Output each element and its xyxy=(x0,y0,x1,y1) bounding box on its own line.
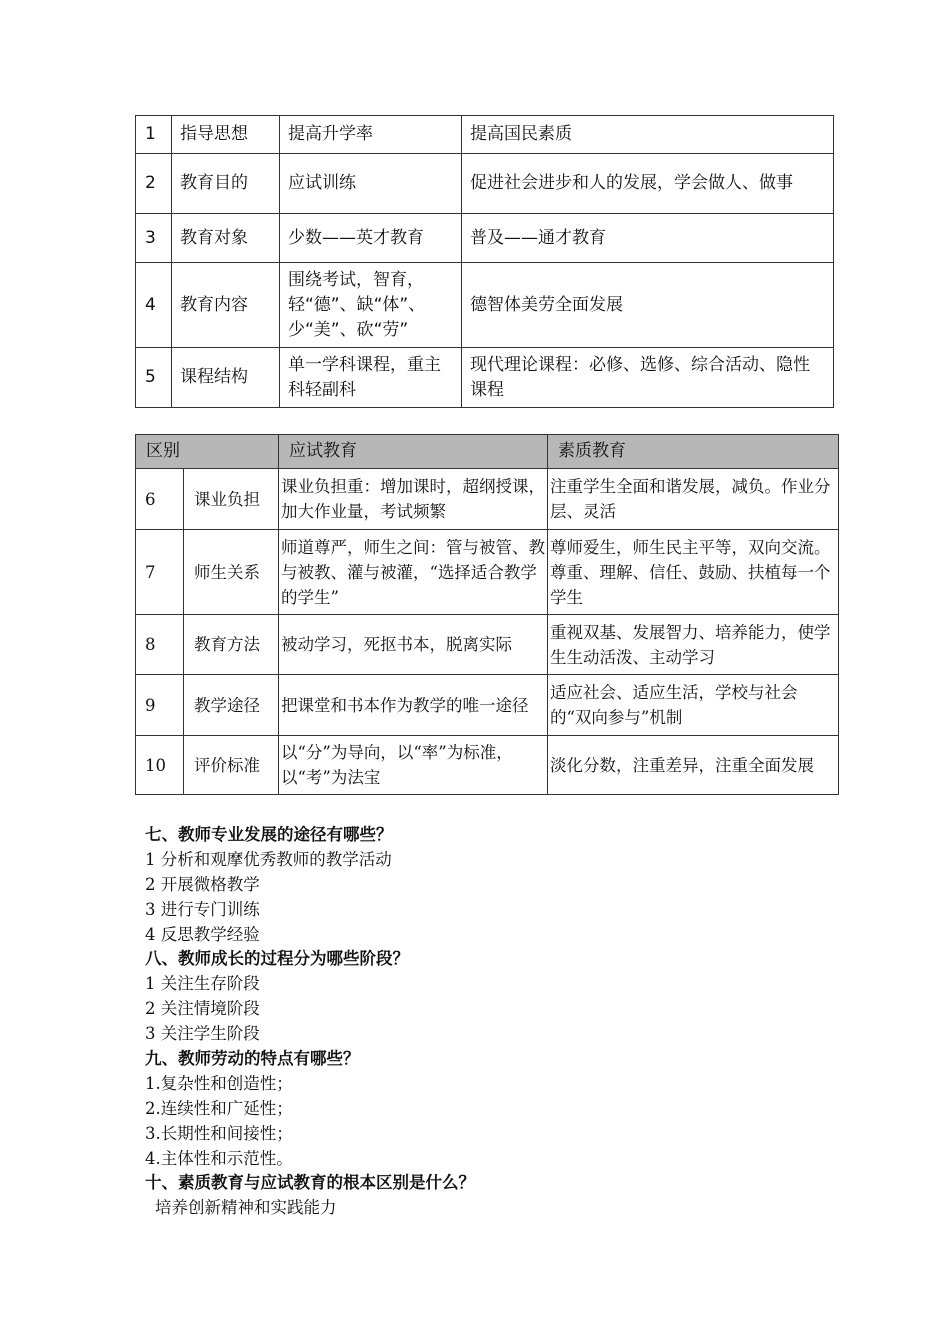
row-item: 教育目的 xyxy=(172,154,280,214)
quality-cell: 淡化分数，注重差异，注重全面发展 xyxy=(548,736,839,795)
row-item: 评价标准 xyxy=(184,736,279,795)
row-item: 指导思想 xyxy=(172,116,280,154)
question-8-heading: 八、教师成长的过程分为哪些阶段？ xyxy=(145,949,409,968)
quality-cell: 提高国民素质 xyxy=(462,116,834,154)
quality-cell: 德智体美劳全面发展 xyxy=(462,263,834,348)
row-number: 2 xyxy=(136,154,172,214)
exam-cell: 以“分”为导向，以“率”为标准，以“考”为法宝 xyxy=(279,736,548,795)
row-item: 教学途径 xyxy=(184,675,279,736)
exam-cell: 围绕考试，智育，轻“德”、缺“体”、少“美”、砍“劳” xyxy=(280,263,462,348)
row-number: 6 xyxy=(136,469,184,530)
exam-cell: 课业负担重：增加课时，超纲授课，加大作业量，考试频繁 xyxy=(279,469,548,530)
header-diff: 区别 xyxy=(136,435,279,469)
row-item: 教育方法 xyxy=(184,615,279,675)
question-7-heading: 七、教师专业发展的途径有哪些？ xyxy=(145,825,393,844)
answer-line: 培养创新精神和实践能力 xyxy=(155,1198,337,1217)
quality-cell: 注重学生全面和谐发展，减负。作业分层、灵活 xyxy=(548,469,839,530)
table-row xyxy=(136,469,839,530)
row-item: 课程结构 xyxy=(172,348,280,408)
answer-line: 1.复杂性和创造性； xyxy=(145,1074,293,1093)
answer-line: 3 关注学生阶段 xyxy=(145,1024,260,1043)
table-header-row xyxy=(136,435,839,469)
quality-cell: 重视双基、发展智力、培养能力，使学生生动活泼、主动学习 xyxy=(548,615,839,675)
row-number: 1 xyxy=(136,116,172,154)
exam-cell: 把课堂和书本作为教学的唯一途径 xyxy=(279,675,548,736)
quality-cell: 普及——通才教育 xyxy=(462,214,834,263)
row-number: 10 xyxy=(136,736,184,795)
exam-cell: 师道尊严，师生之间：管与被管、教与被教、灌与被灌，“选择适合教学的学生” xyxy=(279,530,548,615)
row-item: 教育对象 xyxy=(172,214,280,263)
header-exam: 应试教育 xyxy=(279,435,548,469)
row-number: 9 xyxy=(136,675,184,736)
answer-line: 4 反思教学经验 xyxy=(145,925,260,944)
answer-line: 2 关注情境阶段 xyxy=(145,999,260,1018)
row-number: 4 xyxy=(136,263,172,348)
table-row xyxy=(136,675,839,736)
row-item: 教育内容 xyxy=(172,263,280,348)
answer-line: 1 关注生存阶段 xyxy=(145,974,260,993)
row-number: 3 xyxy=(136,214,172,263)
comparison-table-1 xyxy=(135,115,834,408)
exam-cell: 被动学习，死抠书本，脱离实际 xyxy=(279,615,548,675)
table-row xyxy=(136,615,839,675)
question-10-heading: 十、素质教育与应试教育的根本区别是什么？ xyxy=(145,1173,475,1192)
quality-cell: 适应社会、适应生活，学校与社会的“双向参与”机制 xyxy=(548,675,839,736)
row-number: 8 xyxy=(136,615,184,675)
quality-cell: 现代理论课程：必修、选修、综合活动、隐性课程 xyxy=(462,348,834,408)
answer-line: 3.长期性和间接性； xyxy=(145,1124,293,1143)
table-row xyxy=(136,348,834,408)
answer-line: 1 分析和观摩优秀教师的教学活动 xyxy=(145,850,392,869)
quality-cell: 尊师爱生，师生民主平等，双向交流。尊重、理解、信任、鼓励、扶植每一个学生 xyxy=(548,530,839,615)
table-row xyxy=(136,263,834,348)
table-row xyxy=(136,736,839,795)
table-row xyxy=(136,116,834,154)
exam-cell: 提高升学率 xyxy=(280,116,462,154)
exam-cell: 少数——英才教育 xyxy=(280,214,462,263)
row-item: 课业负担 xyxy=(184,469,279,530)
answer-line: 3 进行专门训练 xyxy=(145,900,260,919)
table-row xyxy=(136,530,839,615)
exam-cell: 应试训练 xyxy=(280,154,462,214)
row-item: 师生关系 xyxy=(184,530,279,615)
row-number: 7 xyxy=(136,530,184,615)
answer-line: 4.主体性和示范性。 xyxy=(145,1149,293,1168)
answer-line: 2.连续性和广延性； xyxy=(145,1099,293,1118)
comparison-table-2 xyxy=(135,434,839,795)
answer-line: 2 开展微格教学 xyxy=(145,875,260,894)
table-row xyxy=(136,214,834,263)
row-number: 5 xyxy=(136,348,172,408)
quality-cell: 促进社会进步和人的发展，学会做人、做事 xyxy=(462,154,834,214)
table-row xyxy=(136,154,834,214)
exam-cell: 单一学科课程，重主科轻副科 xyxy=(280,348,462,408)
header-quality: 素质教育 xyxy=(548,435,839,469)
question-9-heading: 九、教师劳动的特点有哪些？ xyxy=(145,1049,360,1068)
